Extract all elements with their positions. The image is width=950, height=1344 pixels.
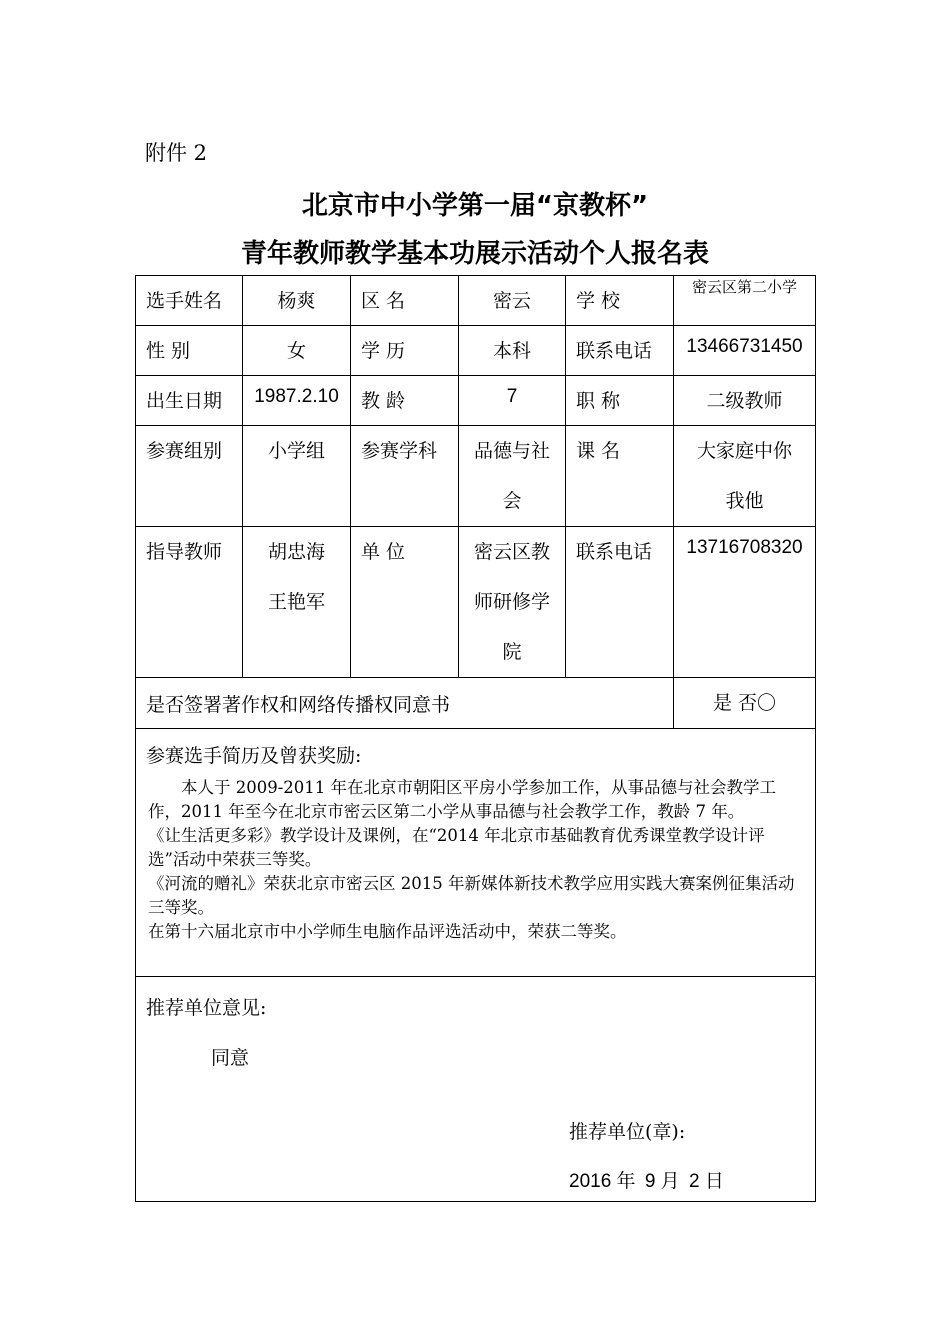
- education-value: 本科: [459, 326, 566, 376]
- registration-table: [135, 275, 816, 1202]
- subject-value: [459, 426, 566, 527]
- mentor-value: [243, 527, 351, 678]
- subject-line2: 会: [502, 490, 522, 512]
- phone-value: 13466731450: [674, 326, 816, 376]
- name-value: 杨爽: [243, 276, 351, 326]
- mentor-phone-value: 13716708320: [674, 527, 816, 678]
- recommendation-opinion: 同意: [211, 1047, 250, 1069]
- course-label: 课 名: [566, 426, 674, 527]
- mentor-phone-label: 联系电话: [566, 527, 674, 678]
- copyright-question: 是否签署著作权和网络传播权同意书: [136, 678, 674, 729]
- recommendation-date: [569, 1166, 728, 1193]
- recommending-unit-seal: 推荐单位(章):: [569, 1121, 686, 1143]
- bio-cell: [136, 729, 816, 977]
- title-value: 二级教师: [674, 376, 816, 426]
- date-month: 9 月: [644, 1171, 680, 1192]
- district-label-text: 区 名: [361, 290, 406, 312]
- gender-value: 女: [243, 326, 351, 376]
- mentor-label: 指导教师: [136, 527, 243, 678]
- course-value: [674, 426, 816, 527]
- unit-label: 单 位: [351, 527, 459, 678]
- phone-label: 联系电话: [566, 326, 674, 376]
- school-label: 学 校: [566, 276, 674, 326]
- recommendation-heading: 推荐单位意见:: [146, 997, 267, 1019]
- bio-paragraph: 本人于 2009-2011 年在北京市朝阳区平房小学参加工作，从事品德与社会教学工作，2011 年至今在北京市密云区第二小学从事品德与社会教学工作，教龄 7 年。: [148, 778, 777, 821]
- mentor-line2: 王艳军: [267, 591, 325, 613]
- birth-label: 出生日期: [136, 376, 243, 426]
- unit-line2: 师研修学: [473, 591, 550, 613]
- date-day: 2 日: [688, 1171, 724, 1192]
- title-label: 职 称: [566, 376, 674, 426]
- course-line2: 我他: [725, 490, 764, 512]
- copyright-answer: 是 否〇: [674, 678, 816, 729]
- form-title-line2: 青年教师教学基本功展示活动个人报名表: [240, 239, 709, 269]
- bio-paragraph: 《河流的赠礼》荣获北京市密云区 2015 年新媒体新技术教学应用实践大赛案例征集活动三等奖。: [148, 874, 795, 917]
- district-label: [351, 276, 459, 326]
- gender-label: 性 别: [136, 326, 243, 376]
- course-line1: 大家庭中你: [696, 440, 792, 462]
- subject-line1: 品德与社: [473, 440, 550, 462]
- group-label: 参赛组别: [136, 426, 243, 527]
- bio-text: [136, 768, 815, 948]
- unit-line1: 密云区教: [473, 541, 550, 563]
- birth-value: 1987.2.10: [243, 376, 351, 426]
- bio-paragraph: 《让生活更多彩》教学设计及课例，在“2014 年北京市基础教育优秀课堂教学设计评选”活动中荣获三等奖。: [148, 826, 765, 869]
- unit-line3: 院: [502, 641, 522, 663]
- unit-value: [459, 527, 566, 678]
- years-value: 7: [459, 376, 566, 426]
- district-value: 密云: [459, 276, 566, 326]
- school-value: 密云区第二小学: [674, 276, 816, 326]
- mentor-line1: 胡忠海: [267, 541, 325, 563]
- bio-paragraph: 在第十六届北京市中小学师生电脑作品评选活动中，荣获二等奖。: [148, 922, 627, 941]
- subject-label: 参赛学科: [351, 426, 459, 527]
- attachment-label: 附件 2: [145, 141, 208, 165]
- name-label: 选手姓名: [136, 276, 243, 326]
- form-title-line1: 北京市中小学第一届“京教杯”: [301, 191, 649, 221]
- education-label: 学 历: [351, 326, 459, 376]
- recommendation-cell: [136, 977, 816, 1202]
- years-label: 教 龄: [351, 376, 459, 426]
- group-value: 小学组: [243, 426, 351, 527]
- bio-heading: 参赛选手简历及曾获奖励:: [146, 745, 362, 767]
- date-year: 2016 年: [569, 1171, 636, 1192]
